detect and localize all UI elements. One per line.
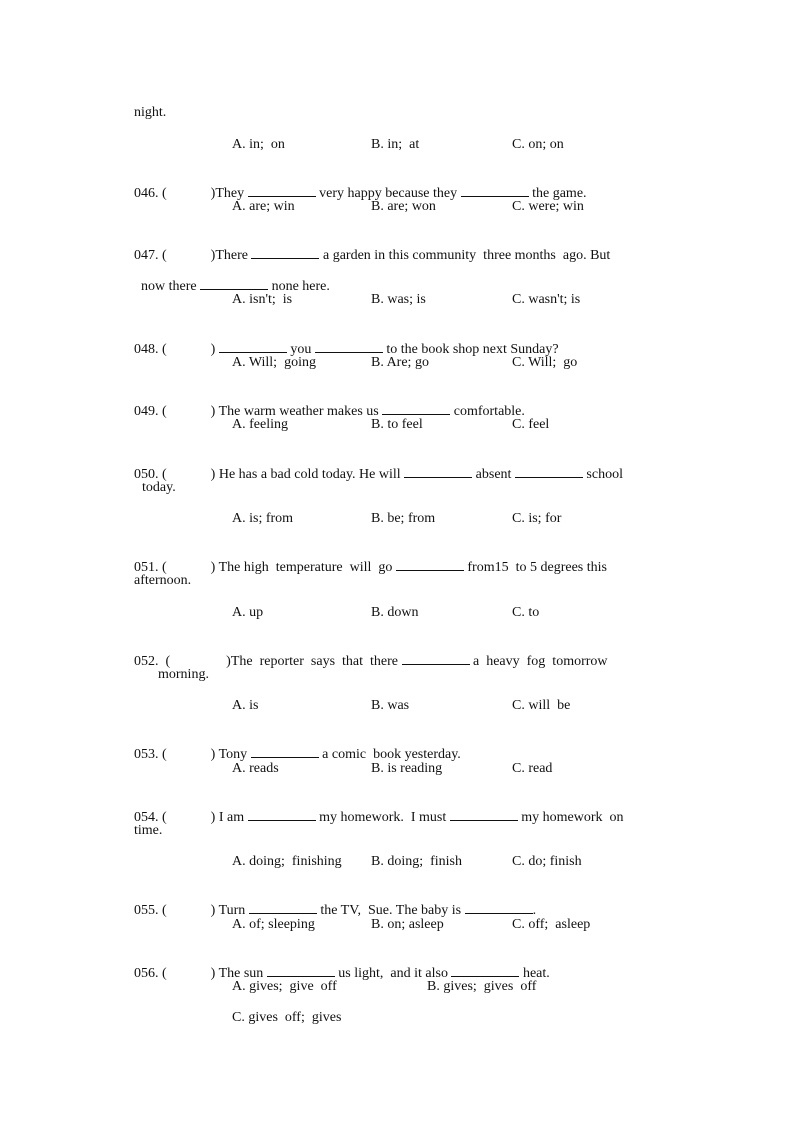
option-a: A. of; sleeping: [232, 917, 315, 932]
question-number: 046. (: [134, 186, 167, 201]
answer-blank[interactable]: [248, 808, 316, 821]
option-c: C. feel: [512, 417, 550, 432]
option-c: C. were; win: [512, 199, 584, 214]
option-c: C. off; asleep: [512, 917, 591, 932]
question-055: [127, 885, 536, 919]
question-text: ) Tony: [210, 747, 248, 762]
question-text: heat.: [522, 966, 550, 981]
answer-blank[interactable]: [465, 901, 533, 914]
answer-blank[interactable]: [200, 277, 268, 290]
option-c: C. to: [512, 605, 540, 620]
option-a: A. up: [232, 605, 264, 620]
option-a: A. feeling: [232, 417, 288, 432]
option-c: C. do; finish: [512, 854, 582, 869]
question-number: 047. (: [134, 248, 167, 263]
continued-text: night.: [134, 105, 167, 120]
question-049: [127, 386, 525, 420]
question-number: 054. (: [134, 810, 167, 825]
option-b: B. doing; finish: [371, 854, 463, 869]
question-text: from15 to 5 degrees this: [467, 560, 607, 575]
question-text: .: [532, 903, 537, 918]
question-051-continued: afternoon.: [134, 573, 192, 588]
answer-blank[interactable]: [315, 340, 383, 353]
question-number: 056. (: [134, 966, 167, 981]
question-047: [127, 230, 610, 264]
answer-blank[interactable]: [461, 184, 529, 197]
answer-blank[interactable]: [219, 340, 287, 353]
question-text: a comic book yesterday.: [322, 747, 461, 762]
question-number: 055. (: [134, 903, 167, 918]
question-050: [127, 449, 623, 483]
answer-blank[interactable]: [248, 184, 316, 197]
answer-blank[interactable]: [515, 465, 583, 478]
question-text: school: [586, 467, 623, 482]
question-number: 052. (: [134, 654, 171, 669]
option-b: B. in; at: [371, 137, 420, 152]
question-052-continued: morning.: [158, 667, 209, 682]
question-text: ) The sun: [210, 966, 264, 981]
option-b: B. down: [371, 605, 419, 620]
question-text: now there: [141, 279, 197, 294]
option-a: A. are; win: [232, 199, 295, 214]
answer-blank[interactable]: [251, 246, 319, 259]
option-a: A. is: [232, 698, 259, 713]
option-a: A. is; from: [232, 511, 294, 526]
question-056: [127, 948, 550, 982]
question-text: ) I am: [210, 810, 245, 825]
option-b: B. to feel: [371, 417, 423, 432]
question-number: 050. (: [134, 467, 167, 482]
question-text: a heavy fog tomorrow: [473, 654, 608, 669]
question-text: to the book shop next Sunday?: [386, 342, 559, 357]
question-052: [127, 636, 608, 670]
answer-blank[interactable]: [267, 964, 335, 977]
option-c: C. will be: [512, 698, 571, 713]
question-text: a garden in this community three months ago. But: [322, 248, 611, 263]
question-047-continued: [134, 261, 330, 295]
question-text: us light, and it also: [338, 966, 448, 981]
option-a: A. reads: [232, 761, 279, 776]
question-text: )The reporter says that there: [226, 654, 398, 669]
option-c: C. gives off; gives: [232, 1010, 342, 1025]
option-b: B. was; is: [371, 292, 426, 307]
question-text: ) He has a bad cold today. He will: [210, 467, 401, 482]
question-text: very happy because they: [319, 186, 458, 201]
question-051: [127, 542, 607, 576]
question-text: the TV, Sue. The baby is: [320, 903, 462, 918]
option-b: B. on; asleep: [371, 917, 444, 932]
answer-blank[interactable]: [396, 558, 464, 571]
question-number: 049. (: [134, 404, 167, 419]
option-a: A. isn't; is: [232, 292, 293, 307]
question-text: the game.: [532, 186, 587, 201]
option-c: C. wasn't; is: [512, 292, 581, 307]
question-text: ) The high temperature will go: [210, 560, 393, 575]
answer-blank[interactable]: [402, 652, 470, 665]
option-b: B. Are; go: [371, 355, 429, 370]
option-b: B. be; from: [371, 511, 436, 526]
question-053: [127, 729, 461, 763]
option-b: B. gives; gives off: [427, 979, 537, 994]
question-050-continued: today.: [142, 480, 176, 495]
question-text: none here.: [271, 279, 330, 294]
question-text: my homework on: [521, 810, 624, 825]
option-a: A. in; on: [232, 137, 285, 152]
question-text: ) The warm weather makes us: [210, 404, 379, 419]
question-number: 048. (: [134, 342, 167, 357]
option-c: C. read: [512, 761, 553, 776]
question-text: ) Turn: [210, 903, 246, 918]
option-b: B. was: [371, 698, 410, 713]
option-b: B. is reading: [371, 761, 443, 776]
answer-blank[interactable]: [451, 964, 519, 977]
question-text: my homework. I must: [319, 810, 447, 825]
option-a: A. gives; give off: [232, 979, 337, 994]
option-c: C. on; on: [512, 137, 564, 152]
answer-blank[interactable]: [404, 465, 472, 478]
question-text: absent: [475, 467, 512, 482]
question-054: [127, 792, 624, 826]
question-048: [127, 324, 559, 358]
question-text: )There: [210, 248, 248, 263]
question-text: )They: [210, 186, 245, 201]
option-a: A. Will; going: [232, 355, 316, 370]
question-number: 053. (: [134, 747, 167, 762]
question-054-continued: time.: [134, 823, 163, 838]
answer-blank[interactable]: [382, 402, 450, 415]
option-b: B. are; won: [371, 199, 436, 214]
answer-blank[interactable]: [251, 745, 319, 758]
answer-blank[interactable]: [450, 808, 518, 821]
question-text: ): [210, 342, 216, 357]
option-a: A. doing; finishing: [232, 854, 342, 869]
question-046: [127, 168, 587, 202]
option-c: C. Will; go: [512, 355, 578, 370]
question-text: you: [290, 342, 312, 357]
option-c: C. is; for: [512, 511, 562, 526]
question-number: 051. (: [134, 560, 167, 575]
question-text: comfortable.: [453, 404, 525, 419]
answer-blank[interactable]: [249, 901, 317, 914]
